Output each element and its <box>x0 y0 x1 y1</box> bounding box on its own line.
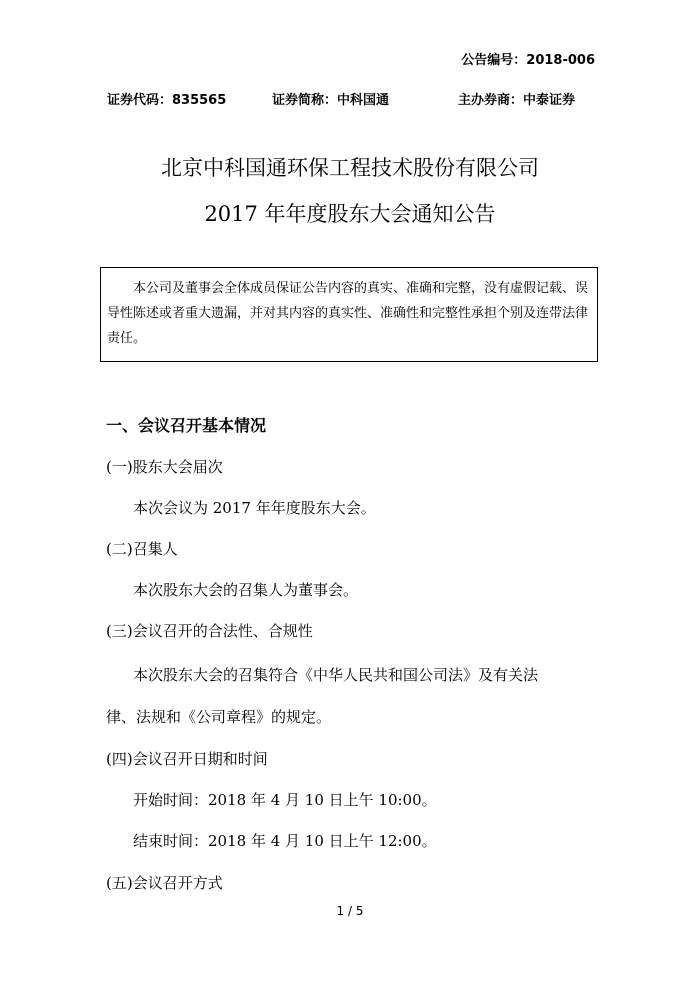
item-text: 本次股东大会的召集符合《中华人民共和国公司法》及有关法 <box>133 666 539 684</box>
security-abbreviation: 证券简称：中科国通 <box>272 93 390 108</box>
sponsor-broker: 主办券商：中泰证券 <box>458 93 576 108</box>
notice-title: 2017 年年度股东大会通知公告 <box>204 202 496 226</box>
end-time: 结束时间：2018 年 4 月 10 日上午 12:00。 <box>133 832 437 850</box>
item-label: (三)会议召开的合法性、合规性 <box>106 622 313 640</box>
section-heading: 一、会议召开基本情况 <box>106 416 267 435</box>
item-label: (二)召集人 <box>106 540 178 558</box>
announcement-number: 公告编号：2018-006 <box>461 53 595 68</box>
item-text: 本次股东大会的召集人为董事会。 <box>133 581 359 599</box>
disclaimer-text: 本公司及董事会全体成员保证公告内容的真实、准确和完整，没有虚假记载、误导性陈述或者重大遗漏，并对其内容的真实性、准确性和完整性承担个别及连带法律责任。 <box>107 281 589 346</box>
disclaimer-box <box>100 267 598 362</box>
security-code: 证券代码：835565 <box>107 93 227 108</box>
page-number: 1 / 5 <box>336 904 364 918</box>
start-time: 开始时间：2018 年 4 月 10 日上午 10:00。 <box>133 791 437 809</box>
item-label: (五)会议召开方式 <box>106 874 223 892</box>
item-text-continued: 律、法规和《公司章程》的规定。 <box>106 708 332 726</box>
item-label: (一)股东大会届次 <box>106 458 223 476</box>
item-text: 本次会议为 2017 年年度股东大会。 <box>133 499 376 517</box>
company-title: 北京中科国通环保工程技术股份有限公司 <box>161 156 539 180</box>
item-label: (四)会议召开日期和时间 <box>106 750 268 768</box>
